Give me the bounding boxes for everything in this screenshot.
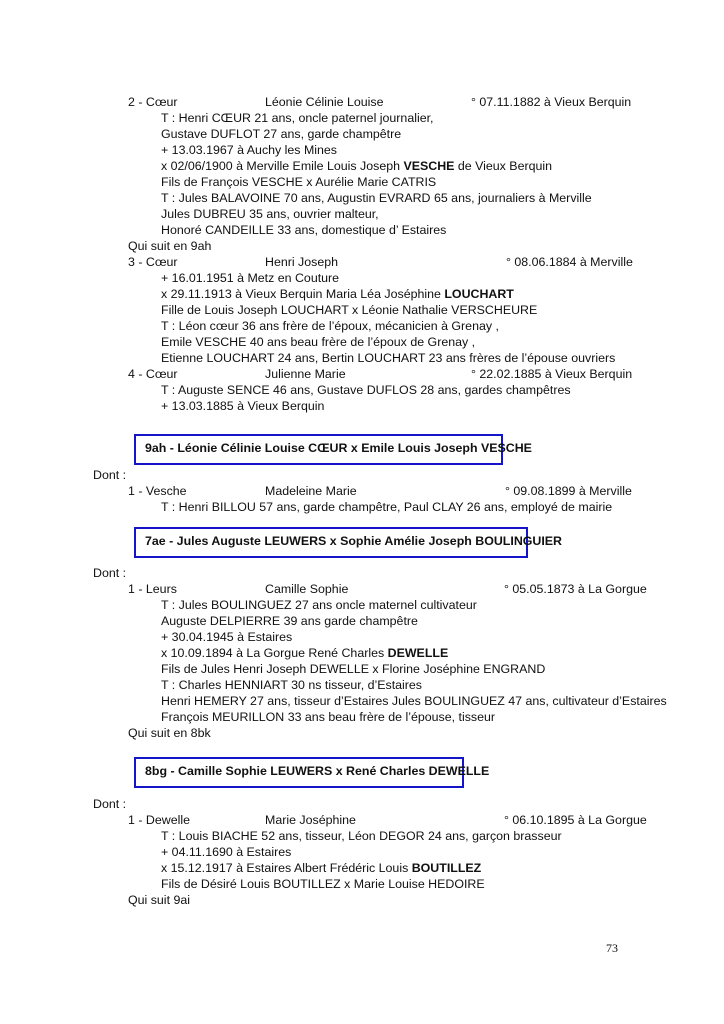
text-line: x 10.09.1894 à La Gorgue René Charles DEWELLE xyxy=(161,646,449,660)
text-line: Henri HEMERY 27 ans, tisseur d’Estaires Jules BOULINGUEZ 47 ans, cultivateur d’Estaires xyxy=(161,694,667,708)
text-line: T : Jules BOULINGUEZ 27 ans oncle maternel cultivateur xyxy=(161,598,477,612)
text-line: Jules DUBREU 35 ans, ouvrier malteur, xyxy=(161,207,379,221)
child-given-names: Madeleine Marie xyxy=(265,484,357,498)
surname-bold: BOUTILLEZ xyxy=(411,861,482,875)
text-line: François MEURILLON 33 ans beau frère de l’épouse, tisseur xyxy=(161,710,496,724)
text-line: x 15.12.1917 à Estaires Albert Frédéric Louis BOUTILLEZ xyxy=(161,861,482,875)
text-line: Dont : xyxy=(93,468,127,482)
text-line: T : Louis BIACHE 52 ans, tisseur, Léon DEGOR 24 ans, garçon brasseur xyxy=(161,829,562,843)
text-line: Fils de François VESCHE x Aurélie Marie CATRIS xyxy=(161,175,437,189)
text-line: + 30.04.1945 à Estaires xyxy=(161,630,293,644)
text-line: Emile VESCHE 40 ans beau frère de l’époux de Grenay , xyxy=(161,335,476,349)
text-line: Etienne LOUCHART 24 ans, Bertin LOUCHART 23 ans frères de l’épouse ouvriers xyxy=(161,351,616,365)
text-line: x 02/06/1900 à Merville Emile Louis Joseph VESCHE de Vieux Berquin xyxy=(161,159,553,173)
family-heading-box: 8bg - Camille Sophie LEUWERS x René Charles DEWELLE xyxy=(134,757,464,788)
text-line: Qui suit en 9ah xyxy=(128,239,212,253)
child-number: 1 - Dewelle xyxy=(128,813,190,827)
child-given-names: Julienne Marie xyxy=(265,367,346,381)
child-given-names: Léonie Célinie Louise xyxy=(265,95,384,109)
text-line: Gustave DUFLOT 27 ans, garde champêtre xyxy=(161,127,402,141)
text-line: T : Jules BALAVOINE 70 ans, Augustin EVRARD 65 ans, journaliers à Merville xyxy=(161,191,592,205)
text-line: + 13.03.1967 à Auchy les Mines xyxy=(161,143,337,157)
text-line: Qui suit 9ai xyxy=(128,893,190,907)
text-line: T : Léon cœur 36 ans frère de l’époux, mécanicien à Grenay , xyxy=(161,319,499,333)
text-line: Fils de Désiré Louis BOUTILLEZ x Marie Louise HEDOIRE xyxy=(161,877,485,891)
text-line: T : Henri CŒUR 21 ans, oncle paternel journalier, xyxy=(161,111,434,125)
child-number: 3 - Cœur xyxy=(128,255,178,269)
text-line: + 13.03.1885 à Vieux Berquin xyxy=(161,399,325,413)
surname-bold: LOUCHART xyxy=(444,287,514,301)
family-heading-box: 7ae - Jules Auguste LEUWERS x Sophie Amélie Joseph BOULINGUIER xyxy=(134,527,528,558)
child-birth: ° 07.11.1882 à Vieux Berquin xyxy=(471,95,632,109)
child-birth: ° 06.10.1895 à La Gorgue xyxy=(504,813,647,827)
text-line: x 29.11.1913 à Vieux Berquin Maria Léa Joséphine LOUCHART xyxy=(161,287,514,301)
text-line: T : Henri BILLOU 57 ans, garde champêtre, Paul CLAY 26 ans, employé de mairie xyxy=(161,500,613,514)
text-line: Dont : xyxy=(93,797,127,811)
text-line: Honoré CANDEILLE 33 ans, domestique d’ Estaires xyxy=(161,223,447,237)
text-line: Auguste DELPIERRE 39 ans garde champêtre xyxy=(161,614,418,628)
child-number: 2 - Cœur xyxy=(128,95,178,109)
text-line: Fils de Jules Henri Joseph DEWELLE x Florine Joséphine ENGRAND xyxy=(161,662,546,676)
page-number: 73 xyxy=(606,941,618,955)
child-number: 1 - Leurs xyxy=(128,582,177,596)
child-birth: ° 09.08.1899 à Merville xyxy=(505,484,632,498)
surname-bold: DEWELLE xyxy=(387,646,449,660)
text-line: T : Auguste SENCE 46 ans, Gustave DUFLOS 28 ans, gardes champêtres xyxy=(161,383,571,397)
text-line: + 04.11.1690 à Estaires xyxy=(161,845,292,859)
child-birth: ° 22.02.1885 à Vieux Berquin xyxy=(471,367,633,381)
family-heading-box: 9ah - Léonie Célinie Louise CŒUR x Emile Louis Joseph VESCHE xyxy=(134,434,503,465)
text-line: Dont : xyxy=(93,566,127,580)
child-birth: ° 05.05.1873 à La Gorgue xyxy=(504,582,647,596)
child-number: 1 - Vesche xyxy=(128,484,187,498)
text-line: Fille de Louis Joseph LOUCHART x Léonie Nathalie VERSCHEURE xyxy=(161,303,538,317)
child-given-names: Marie Joséphine xyxy=(265,813,356,827)
text-line: + 16.01.1951 à Metz en Couture xyxy=(161,271,340,285)
child-given-names: Camille Sophie xyxy=(265,582,349,596)
child-number: 4 - Cœur xyxy=(128,367,178,381)
surname-bold: VESCHE xyxy=(403,159,455,173)
text-line: T : Charles HENNIART 30 ns tisseur, d’Estaires xyxy=(161,678,422,692)
text-line: Qui suit en 8bk xyxy=(128,726,211,740)
child-given-names: Henri Joseph xyxy=(265,255,339,269)
child-birth: ° 08.06.1884 à Merville xyxy=(506,255,633,269)
